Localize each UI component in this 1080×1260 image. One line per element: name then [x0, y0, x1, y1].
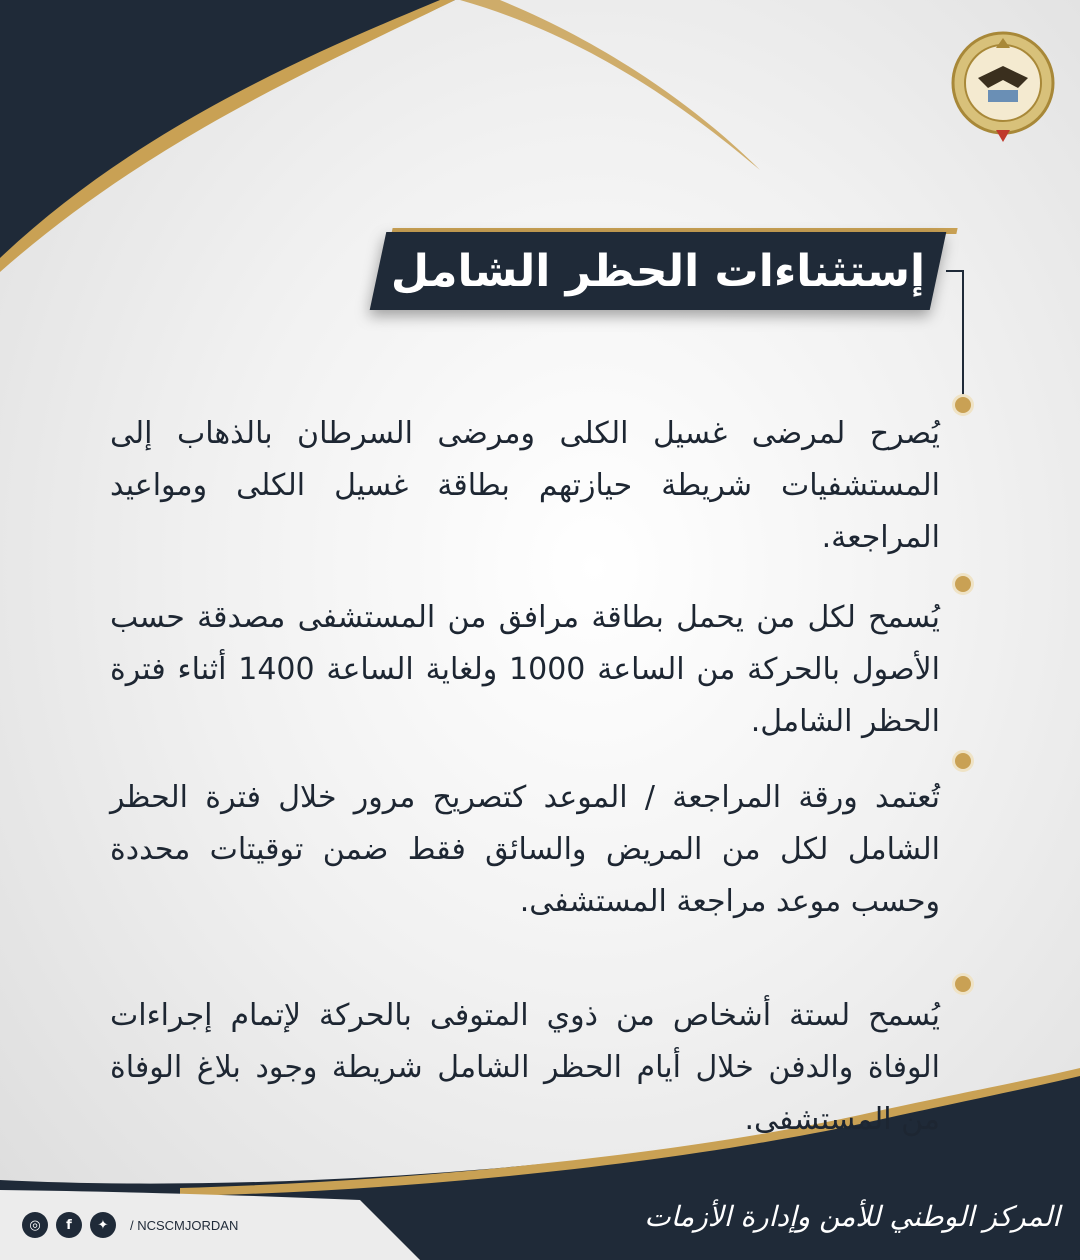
timeline-line — [962, 270, 964, 410]
exception-item: تُعتمد ورقة المراجعة / الموعد كتصريح مرور خلال فترة الحظر الشامل لكل من المريض والسائق فقط ضمن توقيتات محددة وحسب موعد مراجعة المستشفى. — [110, 780, 940, 919]
exception-item: يُسمح لكل من يحمل بطاقة مرافق من المستشفى مصدقة حسب الأصول بالحركة من الساعة 1000 ولغاية الساعة 1400 أثناء فترة الحظر الشامل. — [110, 600, 940, 739]
bullet-dot — [955, 576, 971, 592]
bullet-dot — [955, 976, 971, 992]
bullet-dot — [955, 397, 971, 413]
instagram-icon[interactable]: ◎ — [22, 1212, 48, 1238]
exception-item: يُسمح لستة أشخاص من ذوي المتوفى بالحركة لإتمام إجراءات الوفاة والدفن خلال أيام الحظر الشامل شريطة وجود بلاغ الوفاة من المستشفى. — [110, 998, 940, 1137]
facebook-icon[interactable]: f — [56, 1212, 82, 1238]
social-bar — [22, 1212, 238, 1238]
twitter-icon[interactable]: ✦ — [90, 1212, 116, 1238]
timeline-tick — [946, 270, 964, 272]
crest-emblem — [948, 28, 1058, 146]
social-handle: / NCSCMJORDAN — [130, 1217, 239, 1233]
bullet-dot — [955, 753, 971, 769]
organization-name: المركز الوطني للأمن وإدارة الأزمات — [644, 1200, 1060, 1233]
exception-item: يُصرح لمرضى غسيل الكلى ومرضى السرطان بالذهاب إلى المستشفيات شريطة حيازتهم بطاقة غسيل الكلى ومواعيد المراجعة. — [110, 416, 940, 555]
page-title: إستثناءات الحظر الشامل — [390, 245, 926, 297]
